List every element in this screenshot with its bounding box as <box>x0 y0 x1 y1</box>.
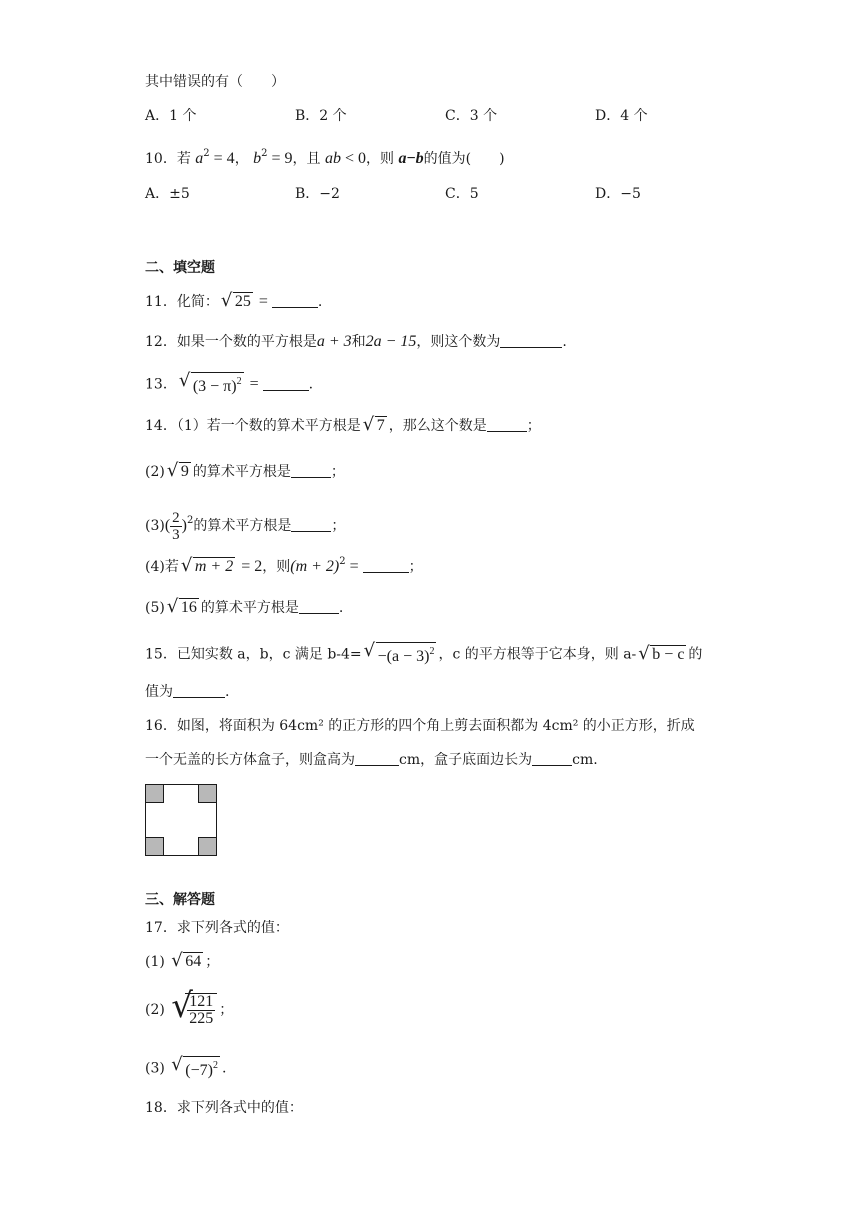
q11: 11．化简： √ 25 = . <box>145 290 323 311</box>
cut-square-figure <box>145 784 217 856</box>
q10-stem: 10．若 $a^2 = 4$， $b^2 = 9$，且 ab < 0，则 a−b的值为( ) <box>145 148 505 167</box>
q14-part-3: (3)( $\frac{2}{3}$ )$^2$的算术平方根是 ； <box>145 509 346 543</box>
q12: 12．如果一个数的平方根是a + 3和2a − 15，则这个数为 . <box>145 333 567 350</box>
corner-square-top-left <box>146 785 164 803</box>
q10-option-c: C．5 <box>445 186 479 202</box>
section-2-title: 二、填空题 <box>145 260 215 276</box>
q10-option-d: D．−5 <box>595 186 641 202</box>
q17-part-2: (2) √ $\frac{121}{225}$ ； <box>145 986 234 1027</box>
q10-option-b: B．−2 <box>295 186 340 202</box>
q9-option-d: D．4 个 <box>595 108 648 124</box>
q15-line-1: 15．已知实数 a，b，c 满足 b-4= √ $-(a - 3)^2$ ，c 的平方根等于它本身，则 a- √ b − c 的 <box>145 640 703 665</box>
q15-line-2: 值为 . <box>145 684 230 700</box>
q14-part-4: (4)若 √ m + 2 = 2，则$(m + 2)^2$ = ； <box>145 555 423 576</box>
q17-title: 17．求下列各式的值： <box>145 920 289 936</box>
section-3-title: 三、解答题 <box>145 892 215 908</box>
corner-square-bottom-right <box>199 838 217 856</box>
q17-part-3: (3) √ $(-7)^2$ . <box>145 1054 227 1079</box>
q13: 13． √ $(3 - \pi)^2$ = . <box>145 370 314 395</box>
q14-part-5: (5) √ 16 的算术平方根是 . <box>145 596 344 617</box>
q9-option-b: B．2 个 <box>295 108 347 124</box>
q16-line-2: 一个无盖的长方体盒子，则盒高为 cm，盒子底面边长为 cm. <box>145 752 598 768</box>
q18-title: 18．求下列各式中的值： <box>145 1100 303 1116</box>
q14-part-2: (2) √ 9 的算术平方根是 ； <box>145 460 345 481</box>
q17-part-1: (1) √ 64 ； <box>145 950 220 971</box>
q9-option-c: C．3 个 <box>445 108 498 124</box>
q16-line-1: 16．如图，将面积为 64cm² 的正方形的四个角上剪去面积都为 4cm² 的小正方形，折成 <box>145 718 695 734</box>
corner-square-bottom-left <box>146 838 164 856</box>
q9-option-a: A．1 个 <box>145 108 197 124</box>
corner-square-top-right <box>199 785 217 803</box>
q9-tail: 其中错误的有（ ） <box>145 74 285 90</box>
q10-option-a: A．±5 <box>145 186 190 202</box>
q14-part-1: 14．（1）若一个数的算术平方根是 √ 7 ，那么这个数是 ； <box>145 414 541 435</box>
